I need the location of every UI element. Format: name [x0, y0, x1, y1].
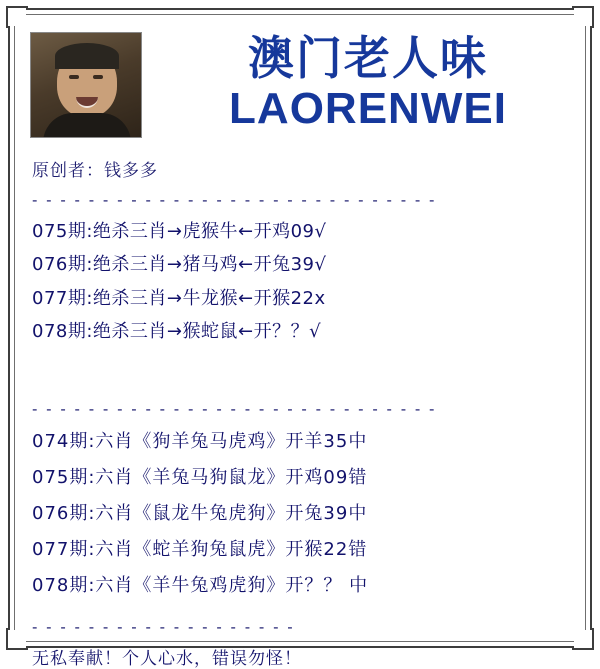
divider-top: - - - - - - - - - - - - - - - - - - - - - - - - - - - - - [32, 191, 437, 209]
poster-content [22, 22, 578, 669]
list-item: 077期:绝杀三肖→牛龙猴←开猴22x [32, 287, 326, 309]
author-line: 原创者：钱多多 [32, 161, 158, 181]
portrait-eye-left [69, 75, 79, 79]
list-item: 076期:六肖《鼠龙牛兔虎狗》开兔39中 [32, 503, 368, 525]
forecast-list-three [22, 215, 578, 348]
footer-note: 无私奉献！个人心水，错误勿怪！ [32, 649, 302, 669]
page-title-cn: 澳门老人味 [248, 31, 488, 85]
list-item: 076期:绝杀三肖→猪马鸡←开兔39√ [32, 254, 327, 276]
section-spacer [22, 348, 578, 390]
list-item: 077期:六肖《蛇羊狗兔鼠虎》开猴22错 [32, 539, 368, 561]
list-item: 078期:绝杀三肖→猴蛇鼠←开？？√ [32, 320, 322, 342]
poster-header [22, 22, 578, 142]
divider-bottom: - - - - - - - - - - - - - - - - - - - [32, 618, 295, 637]
list-item: 075期:六肖《羊兔马狗鼠龙》开鸡09错 [32, 467, 368, 489]
portrait-eye-right [93, 75, 103, 79]
list-item: 074期:六肖《狗羊兔马虎鸡》开羊35中 [32, 431, 368, 453]
portrait-hair [55, 43, 119, 69]
divider-middle: - - - - - - - - - - - - - - - - - - - - - - - - - - - - - [32, 400, 437, 419]
list-item: 075期:绝杀三肖→虎猴牛←开鸡09√ [32, 221, 327, 242]
list-item: 078期:六肖《羊牛兔鸡虎狗》开？？ 中 [32, 575, 369, 597]
title-block [158, 32, 578, 132]
page-title-en: LAORENWEI [229, 83, 507, 133]
forecast-list-six [22, 424, 578, 604]
portrait-photo [30, 32, 142, 138]
